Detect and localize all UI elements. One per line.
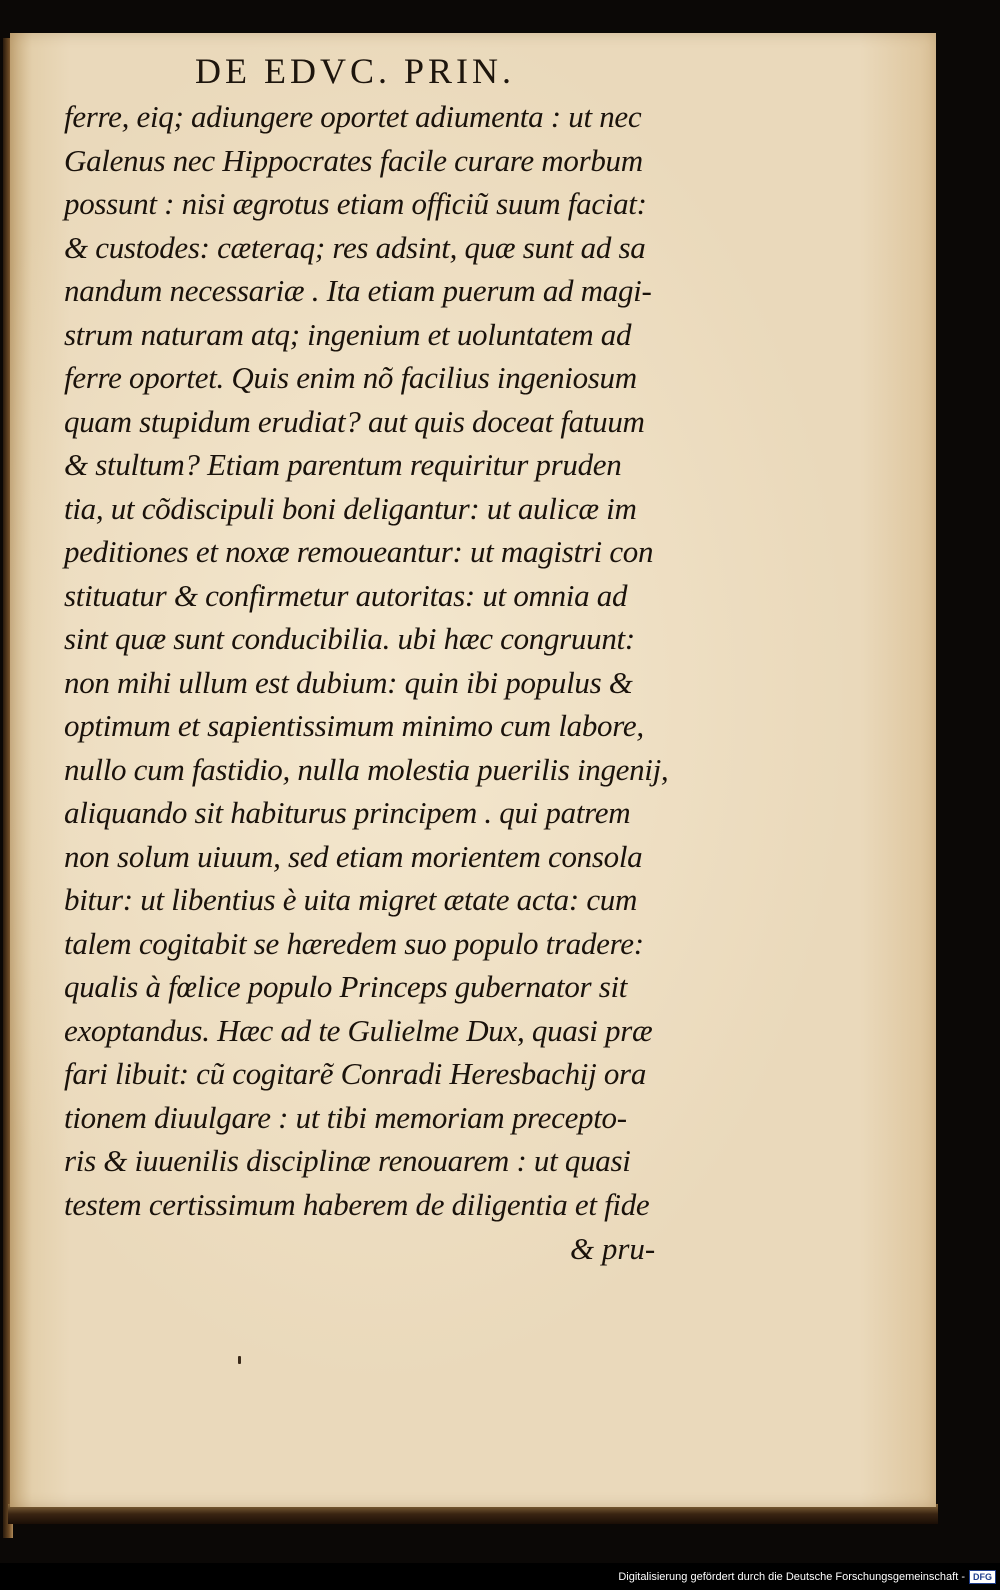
text-line: quam stupidum erudiat? aut quis doceat fatuum [64,403,645,439]
text-line: & custodes: cæteraq; res adsint, quæ sunt ad sa [64,229,646,265]
text-line: ferre, eiq; adiungere oportet adiumenta : ut nec [64,99,642,134]
text-line: qualis à fœlice populo Princeps gubernator sit [64,969,628,1004]
text-line: nullo cum fastidio, nulla molestia puerilis ingenij, [64,751,669,787]
running-head: DE EDVC. PRIN. [195,51,516,91]
text-line: testem certissimum haberem de diligentia et fide [64,1186,650,1222]
text-line: talem cogitabit se hæredem suo populo tradere: [64,925,644,961]
text-line: optimum et sapientissimum minimo cum labore, [64,708,644,743]
ink-speck [238,1356,241,1364]
text-line: ris & iuuenilis disciplinæ renouarem : ut quasi [64,1143,631,1178]
text-line: ferre oportet. Quis enim nõ facilius ingeniosum [64,360,637,395]
text-line: non solum uiuum, sed etiam morientem consola [64,838,643,874]
text-block [64,95,744,1226]
text-line: tia, ut cõdiscipuli boni deligantur: ut aulicæ im [64,490,637,526]
text-line: tionem diuulgare : ut tibi memoriam precepto- [64,1099,627,1135]
text-line: peditiones et noxæ remoueantur: ut magistri con [64,534,654,569]
credit-text: Digitalisierung gefördert durch die Deutsche Forschungsgemeinschaft - [618,1571,965,1583]
text-line: fari libuit: cũ cogitarẽ Conradi Heresbachij ora [64,1056,647,1091]
text-line: aliquando sit habiturus principem . qui patrem [64,795,631,830]
text-line: non mihi ullum est dubium: quin ibi populus & [64,664,633,700]
text-line: bitur: ut libentius è uita migret ætate acta: cum [64,882,638,917]
text-line: nandum necessariæ . Ita etiam puerum ad magi- [64,273,652,308]
book-bottom-edge [8,1504,938,1524]
text-line: possunt : nisi ægrotus etiam officiũ suum faciat: [64,186,647,221]
text-line: strum naturam atq; ingenium et uoluntatem ad [64,316,632,352]
text-line: stituatur & confirmetur autoritas: ut omnia ad [64,577,628,613]
catchword: & pru- [570,1231,656,1266]
text-line: sint quæ sunt conducibilia. ubi hæc congruunt: [64,621,635,656]
text-line: Galenus nec Hippocrates facile curare morbum [64,142,643,178]
book-page [10,33,936,1507]
dfg-logo: DFG [969,1570,996,1584]
text-line: exoptandus. Hæc ad te Gulielme Dux, quasi præ [64,1012,653,1048]
text-line: & stultum? Etiam parentum requiritur pruden [64,447,622,482]
digitization-credit [618,1569,996,1585]
